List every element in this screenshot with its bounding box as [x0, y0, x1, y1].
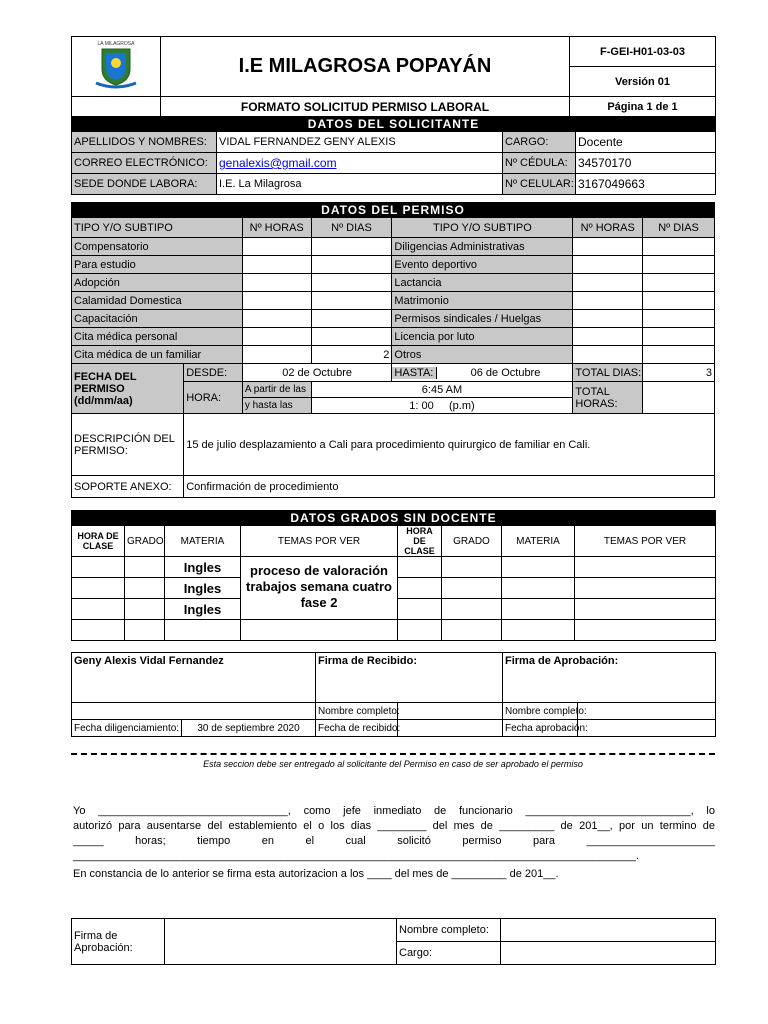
total-horas-label: TOTAL HORAS: [573, 382, 643, 414]
dias-right [643, 346, 715, 364]
fecha-permiso-label: FECHA DEL PERMISO (dd/mm/aa) [72, 364, 184, 414]
form-title: FORMATO SOLICITUD PERMISO LABORAL [161, 97, 570, 117]
col-tipo-left: TIPO Y/O SUBTIPO [72, 218, 243, 238]
fecha-dilig-value: 30 de septiembre 2020 [182, 720, 316, 737]
col-materia-2: MATERIA [502, 526, 575, 557]
cargo-final-label: Cargo: [397, 942, 501, 965]
firma-aprobacion-space [165, 919, 397, 965]
fecha-dilig-label: Fecha diligenciamiento: [72, 720, 182, 737]
sede-value: I.E. La Milagrosa [217, 174, 503, 195]
tipo-right: Otros [392, 346, 573, 364]
col-temas-2: TEMAS POR VER [575, 526, 716, 557]
permiso-row [72, 256, 715, 274]
col-horas-left: Nº HORAS [242, 218, 311, 238]
cut-line [71, 753, 715, 755]
col-horas-right: Nº HORAS [573, 218, 643, 238]
horas-right [573, 256, 643, 274]
horas-right [573, 346, 643, 364]
desde-label: DESDE: [184, 364, 243, 382]
horas-left [242, 346, 311, 364]
col-hora-clase-2: HORA DE CLASE [398, 526, 442, 557]
form-code: F-GEI-H01-03-03 [570, 37, 716, 67]
dias-left [311, 238, 392, 256]
email-label: CORREO ELECTRÓNICO: [72, 153, 217, 174]
permiso-row [72, 328, 715, 346]
temas-cell: proceso de valoración trabajos semana cuatro fase 2 [241, 557, 398, 620]
constancia-paragraph: En constancia de lo anterior se firma esta autorizacion a los ____ del mes de _________ de 201__. [73, 868, 559, 880]
tipo-left: Capacitación [72, 310, 243, 328]
permiso-row [72, 238, 715, 256]
horas-left [242, 310, 311, 328]
logo-lettering: LA MILAGROSA [97, 41, 135, 47]
horas-right [573, 328, 643, 346]
col-tipo-right: TIPO Y/O SUBTIPO [392, 218, 573, 238]
dias-right [643, 238, 715, 256]
col-grado: GRADO [125, 526, 165, 557]
cedula-value: 34570170 [576, 153, 716, 174]
tipo-left: Para estudio [72, 256, 243, 274]
horas-left [242, 274, 311, 292]
recibido-nombre-value [398, 703, 503, 720]
tipo-right: Evento deportivo [392, 256, 573, 274]
fecha-recibido-label: Fecha de recibido: [316, 720, 398, 737]
col-dias-right: Nº DIAS [643, 218, 715, 238]
dias-left [311, 292, 392, 310]
aprobacion-nombre-label: Nombre completo: [503, 703, 578, 720]
firma-aprobacion-label: Firma de Aprobación: [72, 919, 165, 965]
cedula-label: Nº CÉDULA: [503, 153, 576, 174]
dias-right [643, 328, 715, 346]
hasta-las-label: y hasta las [242, 398, 311, 414]
recibido-label: Firma de Recibido: [316, 653, 503, 703]
solicitante-firma-name: Geny Alexis Vidal Fernandez [72, 653, 316, 703]
dias-left [311, 328, 392, 346]
solicitante-table [71, 116, 716, 195]
col-grado-2: GRADO [442, 526, 502, 557]
cargo-label: CARGO: [503, 132, 576, 153]
cargo-final-value [501, 942, 716, 965]
col-dias-left: Nº DIAS [311, 218, 392, 238]
descripcion-label: DESCRIPCIÓN DEL PERMISO: [72, 414, 184, 476]
nombre-completo-value [501, 919, 716, 942]
col-temas: TEMAS POR VER [241, 526, 398, 557]
aprobacion-final-table [71, 918, 716, 965]
dias-left: 2 [311, 346, 392, 364]
horas-left [242, 238, 311, 256]
permiso-table [71, 202, 715, 498]
school-logo [86, 37, 146, 91]
dias-right [643, 292, 715, 310]
permiso-row [72, 310, 715, 328]
tipo-right: Matrimonio [392, 292, 573, 310]
col-hora-clase: HORA DE CLASE [72, 526, 125, 557]
tipo-left: Cita médica de un familiar [72, 346, 243, 364]
name-label: APELLIDOS Y NOMBRES: [72, 132, 217, 153]
horas-right [573, 238, 643, 256]
tipo-left: Calamidad Domestica [72, 292, 243, 310]
horas-left [242, 292, 311, 310]
total-dias-label: TOTAL DIAS: [573, 364, 643, 382]
dias-right [643, 256, 715, 274]
apartir-label: A partir de las [242, 382, 311, 398]
logo-cell-bottom [72, 97, 161, 117]
apartir-value: 6:45 AM [311, 382, 573, 398]
tipo-right: Permisos sindicales / Huelgas [392, 310, 573, 328]
desde-value: 02 de Octubre [242, 364, 392, 382]
col-materia: MATERIA [165, 526, 241, 557]
solicitante-firma-space [72, 703, 316, 720]
name-value: VIDAL FERNANDEZ GENY ALEXIS [217, 132, 503, 153]
tipo-right: Diligencias Administrativas [392, 238, 573, 256]
aprobacion-label: Firma de Aprobación: [503, 653, 716, 703]
permiso-row [72, 346, 715, 364]
grados-table [71, 510, 716, 641]
form-version: Versión 01 [570, 67, 716, 97]
hasta-value-cell [392, 364, 573, 382]
email-link[interactable]: genalexis@gmail.com [219, 156, 337, 170]
nombre-completo-label: Nombre completo: [397, 919, 501, 942]
celular-value: 3167049663 [576, 174, 716, 195]
fecha-aprob-label: Fecha aprobación: [503, 720, 578, 737]
autorizacion-line-3: _____ horas; tiempo en el cual solicitó permiso para _____________________ [73, 835, 715, 847]
tipo-right: Licencia por luto [392, 328, 573, 346]
autorizacion-line-2: autorizó para ausentarse del establemiento el o los dias ________ del mes de _________ de 201__, por un termino de [73, 820, 715, 832]
dias-left [311, 256, 392, 274]
horas-right [573, 292, 643, 310]
cargo-value: Docente [576, 132, 716, 153]
autorizacion-line-1: Yo _______________________________, como jefe inmediato de funcionario ___________________________, lo [73, 805, 715, 817]
materia-cell: Ingles [165, 578, 241, 599]
horas-left [242, 328, 311, 346]
permiso-row [72, 274, 715, 292]
permiso-title: DATOS DEL PERMISO [72, 203, 715, 218]
materia-cell: Ingles [165, 599, 241, 620]
horas-right [573, 310, 643, 328]
tipo-left: Compensatorio [72, 238, 243, 256]
soporte-value: Confirmación de procedimiento [184, 476, 715, 498]
soporte-label: SOPORTE ANEXO: [72, 476, 184, 498]
dias-left [311, 310, 392, 328]
hasta-las-value: 1: 00 (p.m) [311, 398, 573, 414]
tipo-right: Lactancia [392, 274, 573, 292]
dias-right [643, 274, 715, 292]
cut-note: Esta seccion debe ser entregado al solicitante del Permiso en caso de ser aprobado el permiso [203, 759, 583, 769]
fecha-aprob-value [578, 720, 716, 737]
school-name: I.E MILAGROSA POPAYÁN [161, 37, 570, 97]
logo-cell [72, 37, 161, 97]
descripcion-value: 15 de julio desplazamiento a Cali para procedimiento quirurgico de familiar en Cali. [184, 414, 715, 476]
solicitante-title: DATOS DEL SOLICITANTE [72, 117, 716, 132]
dias-left [311, 274, 392, 292]
header-table [71, 36, 716, 117]
horas-right [573, 274, 643, 292]
dias-right [643, 310, 715, 328]
aprobacion-nombre-value [578, 703, 716, 720]
hora-label: HORA: [184, 382, 243, 414]
permiso-row [72, 292, 715, 310]
tipo-left: Adopción [72, 274, 243, 292]
horas-left [242, 256, 311, 274]
recibido-nombre-label: Nombre completo: [316, 703, 398, 720]
total-dias-value: 3 [643, 364, 715, 382]
autorizacion-line-4: ____________________________________________________________________________________________. [73, 850, 639, 862]
hasta-value: 06 de Octubre [470, 366, 541, 379]
hasta-label: HASTA: [392, 367, 437, 379]
grados-title: DATOS GRADOS SIN DOCENTE [72, 511, 716, 526]
page-number: Página 1 de 1 [570, 97, 716, 117]
total-horas-value [643, 382, 715, 414]
firmas-table [71, 652, 716, 737]
fecha-recibido-value [398, 720, 503, 737]
materia-cell: Ingles [165, 557, 241, 578]
tipo-left: Cita médica personal [72, 328, 243, 346]
autorizacion-paragraph [73, 804, 715, 864]
sede-label: SEDE DONDE LABORA: [72, 174, 217, 195]
celular-label: Nº CELULAR: [503, 174, 576, 195]
